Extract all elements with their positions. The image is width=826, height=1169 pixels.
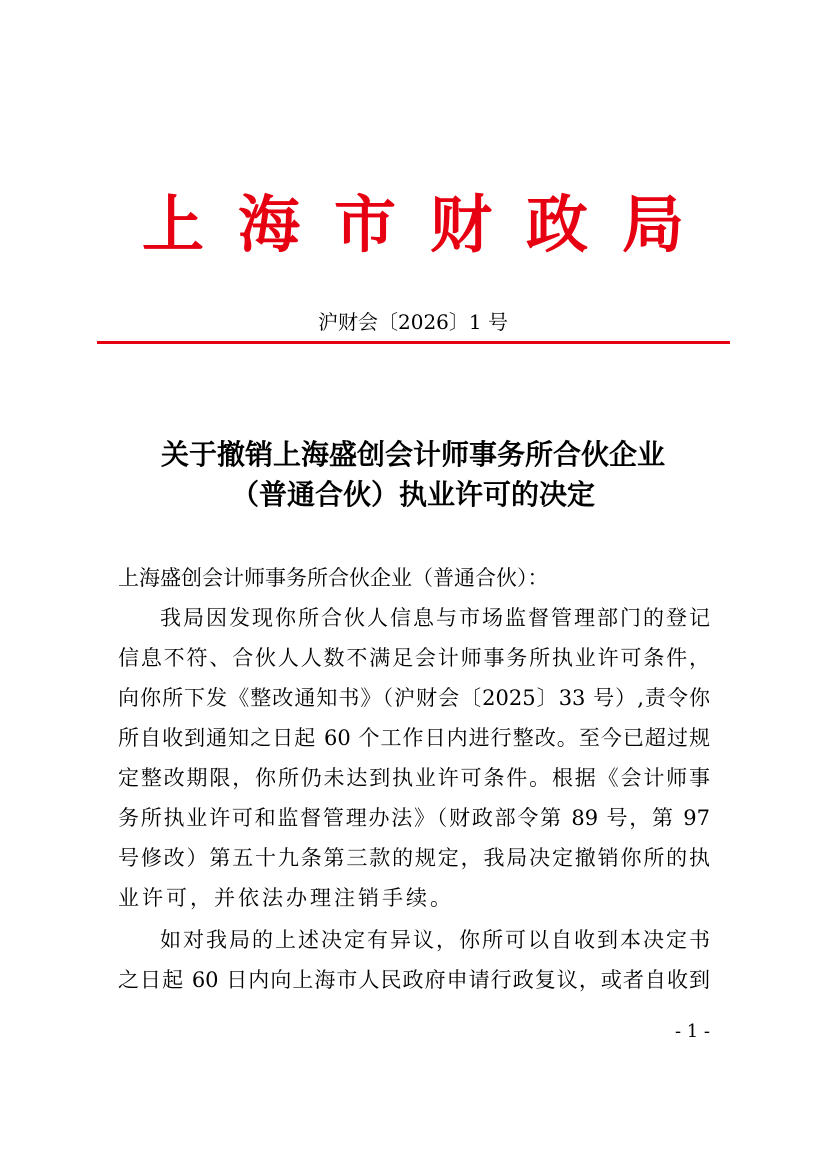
body-line: 定整改期限，你所仍未达到执业许可条件。根据《会计师事	[118, 766, 710, 790]
body-line: 所自收到通知之日起 60 个工作日内进行整改。至今已超过规	[118, 726, 710, 750]
red-divider	[97, 341, 730, 344]
page-number: - 1 -	[674, 1021, 710, 1042]
body-line: 向你所下发《整改通知书》（沪财会〔2025〕33 号）,责令你	[118, 686, 710, 710]
document-title-line-2: （普通合伙）执业许可的决定	[230, 478, 595, 511]
body-line: 信息不符、合伙人人数不满足会计师事务所执业许可条件，	[118, 646, 710, 670]
body-line: 如对我局的上述决定有异议，你所可以自收到本决定书	[160, 928, 710, 952]
body-line: 务所执业许可和监督管理办法》（财政部令第 89 号，第 97	[118, 806, 710, 830]
document-number: 沪财会〔2026〕1 号	[318, 310, 508, 334]
addressee: 上海盛创会计师事务所合伙企业（普通合伙）：	[118, 566, 549, 590]
body-line: 我局因发现你所合伙人信息与市场监督管理部门的登记	[160, 606, 710, 630]
body-line: 之日起 60 日内向上海市人民政府申请行政复议，或者自收到	[118, 968, 710, 992]
body-line: 业许可，并依法办理注销手续。	[118, 886, 454, 910]
issuer-header: 上海市财政局	[141, 188, 718, 261]
document-title-line-1: 关于撤销上海盛创会计师事务所合伙企业	[160, 438, 665, 471]
body-line: 号修改）第五十九条第三款的规定，我局决定撤销你所的执	[118, 846, 710, 870]
